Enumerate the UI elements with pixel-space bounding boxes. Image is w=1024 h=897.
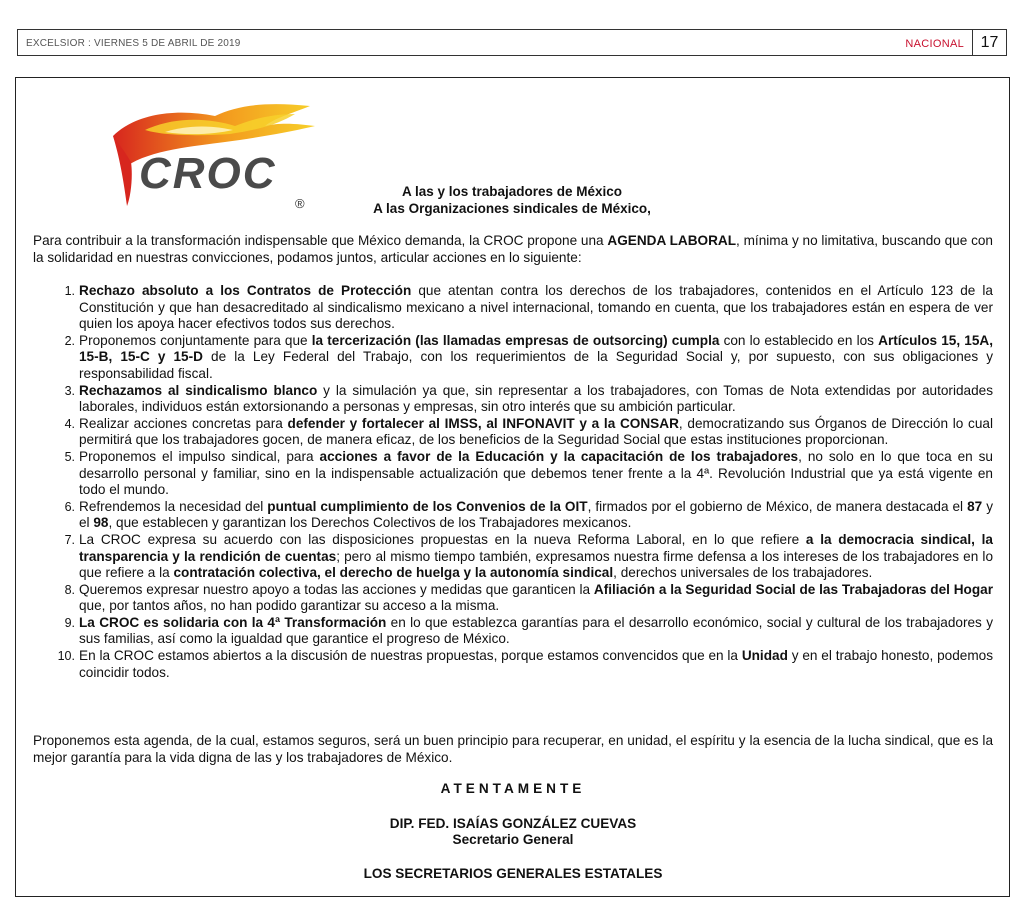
agenda-item-text: con lo establecido en los bbox=[719, 332, 879, 348]
agenda-item-text: , firmados por el gobierno de México, de manera destacada el bbox=[587, 498, 968, 514]
agenda-item bbox=[33, 532, 993, 582]
agenda-item-bold-text: Artículos 15, 15A, 15-B, 15-C y 15-D bbox=[79, 332, 993, 365]
agenda-item-number: 2. bbox=[64, 333, 75, 348]
intro-bold: AGENDA LABORAL bbox=[607, 233, 737, 248]
logo-wordmark: CROC bbox=[139, 149, 277, 198]
agenda-item-text: Proponemos el impulso sindical, para bbox=[79, 448, 320, 464]
section-label: NACIONAL bbox=[905, 38, 964, 50]
agenda-item-text: y la simulación ya que, sin representar a los trabajadores, con Tomas de Nota extendidas por autoridades laborales, individuos están extorsionando a personas y empresas, sin otro interés que su ambición particular. bbox=[79, 382, 993, 415]
agenda-item-number: 6. bbox=[64, 499, 75, 514]
agenda-item bbox=[33, 499, 993, 532]
agenda-item-text: Refrendemos la necesidad del bbox=[79, 498, 268, 514]
agenda-item-bold-text: puntual cumplimiento de los Convenios de la OIT bbox=[267, 498, 588, 514]
agenda-item-text: Proponemos conjuntamente para que bbox=[79, 332, 312, 348]
intro-text-1: Para contribuir a la transformación indispensable que México demanda, la CROC propone una bbox=[33, 233, 608, 248]
agenda-item-text: , derechos universales de los trabajadores. bbox=[613, 565, 873, 581]
dateline: EXCELSIOR : VIERNES 5 DE ABRIL DE 2019 bbox=[26, 38, 241, 49]
page-number: 17 bbox=[972, 30, 1006, 55]
agenda-item-text: , que establecen y garantizan los Derechos Colectivos de los Trabajadores mexicanos. bbox=[108, 515, 632, 531]
signer-title: Secretario General bbox=[452, 832, 574, 847]
agenda-item-number: 8. bbox=[64, 582, 75, 597]
attentively-label: ATENTAMENTE bbox=[440, 781, 586, 796]
agenda-item bbox=[33, 383, 993, 416]
agenda-item-bold-text: acciones a favor de la Educación y la capacitación de los trabajadores bbox=[319, 448, 799, 464]
agenda-item-bold-text: La CROC es solidaria con la 4ª Transformación bbox=[79, 614, 387, 630]
agenda-item-text: La CROC expresa su acuerdo con las disposiciones propuestas en la nueva Reforma Laboral, en lo que refiere bbox=[79, 531, 806, 547]
agenda-item-text: , no solo en lo que toca en su desarrollo personal y familiar, sino en la indispensable actualización que debemos tener frente a la 4ª. Revolución Industrial que ya está vigente en todo el mundo. bbox=[79, 448, 993, 498]
agenda-item-text: y en el trabajo honesto, podemos coincidir todos. bbox=[79, 648, 993, 680]
signer-name: DIP. FED. ISAÍAS GONZÁLEZ CUEVAS bbox=[389, 816, 637, 831]
newspaper-header bbox=[17, 29, 1007, 56]
agenda-item-number: 7. bbox=[64, 532, 75, 547]
agenda-item-text: que, por tantos años, no han podido garantizar su acceso a la misma. bbox=[79, 598, 500, 614]
agenda-item-bold-text: defender y fortalecer al IMSS, al INFONAVIT y a la CONSAR bbox=[287, 415, 679, 431]
agenda-item bbox=[33, 648, 993, 681]
agenda-item-bold-text: 98 bbox=[93, 515, 109, 531]
agenda-item-bold-text: la tercerización (las llamadas empresas de outsorcing) cumpla bbox=[311, 332, 720, 348]
agenda-item-text: y el bbox=[79, 498, 993, 531]
agenda-item-text: de la Ley Federal del Trabajo, con los requerimientos de la Seguridad Social y, por supuesto, con sus obligaciones y responsabilidad fiscal. bbox=[79, 349, 994, 381]
agenda-item-number: 9. bbox=[64, 615, 75, 630]
agenda-item-number: 4. bbox=[64, 416, 75, 431]
registered-mark-icon: ® bbox=[295, 196, 305, 211]
agenda-item bbox=[33, 283, 993, 333]
agenda-item-text: ; pero al mismo tiempo también, expresamos nuestra firme defensa a los intereses de los trabajadores en lo que refiere a la bbox=[79, 548, 994, 581]
agenda-item-bold-text: contratación colectiva, el derecho de huelga y la autonomía sindical bbox=[173, 565, 614, 581]
closing-paragraph: Proponemos esta agenda, de la cual, estamos seguros, será un buen principio para recuperar, en unidad, el espíritu y la esencia de la lucha sindical, que es la mejor garantía para la vida digna de las y los trabajadores de México. bbox=[33, 733, 993, 765]
greeting-line-1: A las y los trabajadores de México bbox=[401, 184, 623, 199]
agenda-item-text: Realizar acciones concretas para bbox=[79, 415, 288, 431]
agenda-item-text: En la CROC estamos abiertos a la discusión de nuestras propuestas, porque estamos convencidos que en la bbox=[79, 648, 742, 664]
agenda-item-bold-text: a la democracia sindical, la transparencia y la rendición de cuentas bbox=[79, 531, 993, 564]
greeting-line-2: A las Organizaciones sindicales de México, bbox=[373, 201, 651, 216]
state-secretaries: LOS SECRETARIOS GENERALES ESTATALES bbox=[363, 866, 663, 881]
agenda-item-text: en lo que establezca garantías para el desarrollo económico, social y cultural de los trabajadores y sus familias, así como la igualdad que garantice el progreso de México. bbox=[79, 614, 993, 647]
agenda-item-number: 3. bbox=[64, 383, 75, 398]
agenda-item-bold-text: Rechazamos al sindicalismo blanco bbox=[79, 382, 318, 398]
agenda-item-number: 5. bbox=[64, 449, 75, 464]
agenda-list bbox=[33, 283, 993, 681]
agenda-item-bold-text: Rechazo absoluto a los Contratos de Protección bbox=[79, 283, 412, 298]
agenda-item-bold-text: 87 bbox=[967, 498, 983, 514]
agenda-item bbox=[33, 449, 993, 499]
agenda-item-text: Queremos expresar nuestro apoyo a todas las acciones y medidas que garanticen la bbox=[79, 581, 594, 597]
agenda-item bbox=[33, 416, 993, 449]
agenda-item bbox=[33, 615, 993, 648]
greeting bbox=[250, 183, 774, 217]
agenda-item bbox=[33, 333, 993, 383]
intro-text-2: , mínima y no limitativa, buscando que con la solidaridad en nuestras convicciones, podamos juntos, articular acciones en lo siguiente: bbox=[33, 233, 993, 265]
agenda-item-bold-text: Unidad bbox=[741, 648, 788, 664]
agenda-item-number: 1. bbox=[64, 284, 75, 298]
intro-paragraph bbox=[33, 233, 993, 266]
agenda-item-text: , democratizando sus Órganos de Dirección lo cual permitirá que los trabajadores gocen, de manera eficaz, de los beneficios de la Seguridad Social que estas instituciones proporcionan. bbox=[79, 415, 993, 448]
agenda-item bbox=[33, 582, 993, 615]
agenda-item-text: que atentan contra los derechos de los trabajadores, contenidos en el Artículo 123 de la Constitución y que han desacreditado al sindicalismo mexicano a nivel internacional, tomando en cuenta, que los trabajadores están en espera de ver quien los apoya hacer efectivos todos sus derechos. bbox=[79, 283, 993, 332]
agenda-item-number: 10. bbox=[57, 649, 75, 664]
agenda-item-bold-text: Afiliación a la Seguridad Social de las Trabajadoras del Hogar bbox=[593, 581, 993, 597]
